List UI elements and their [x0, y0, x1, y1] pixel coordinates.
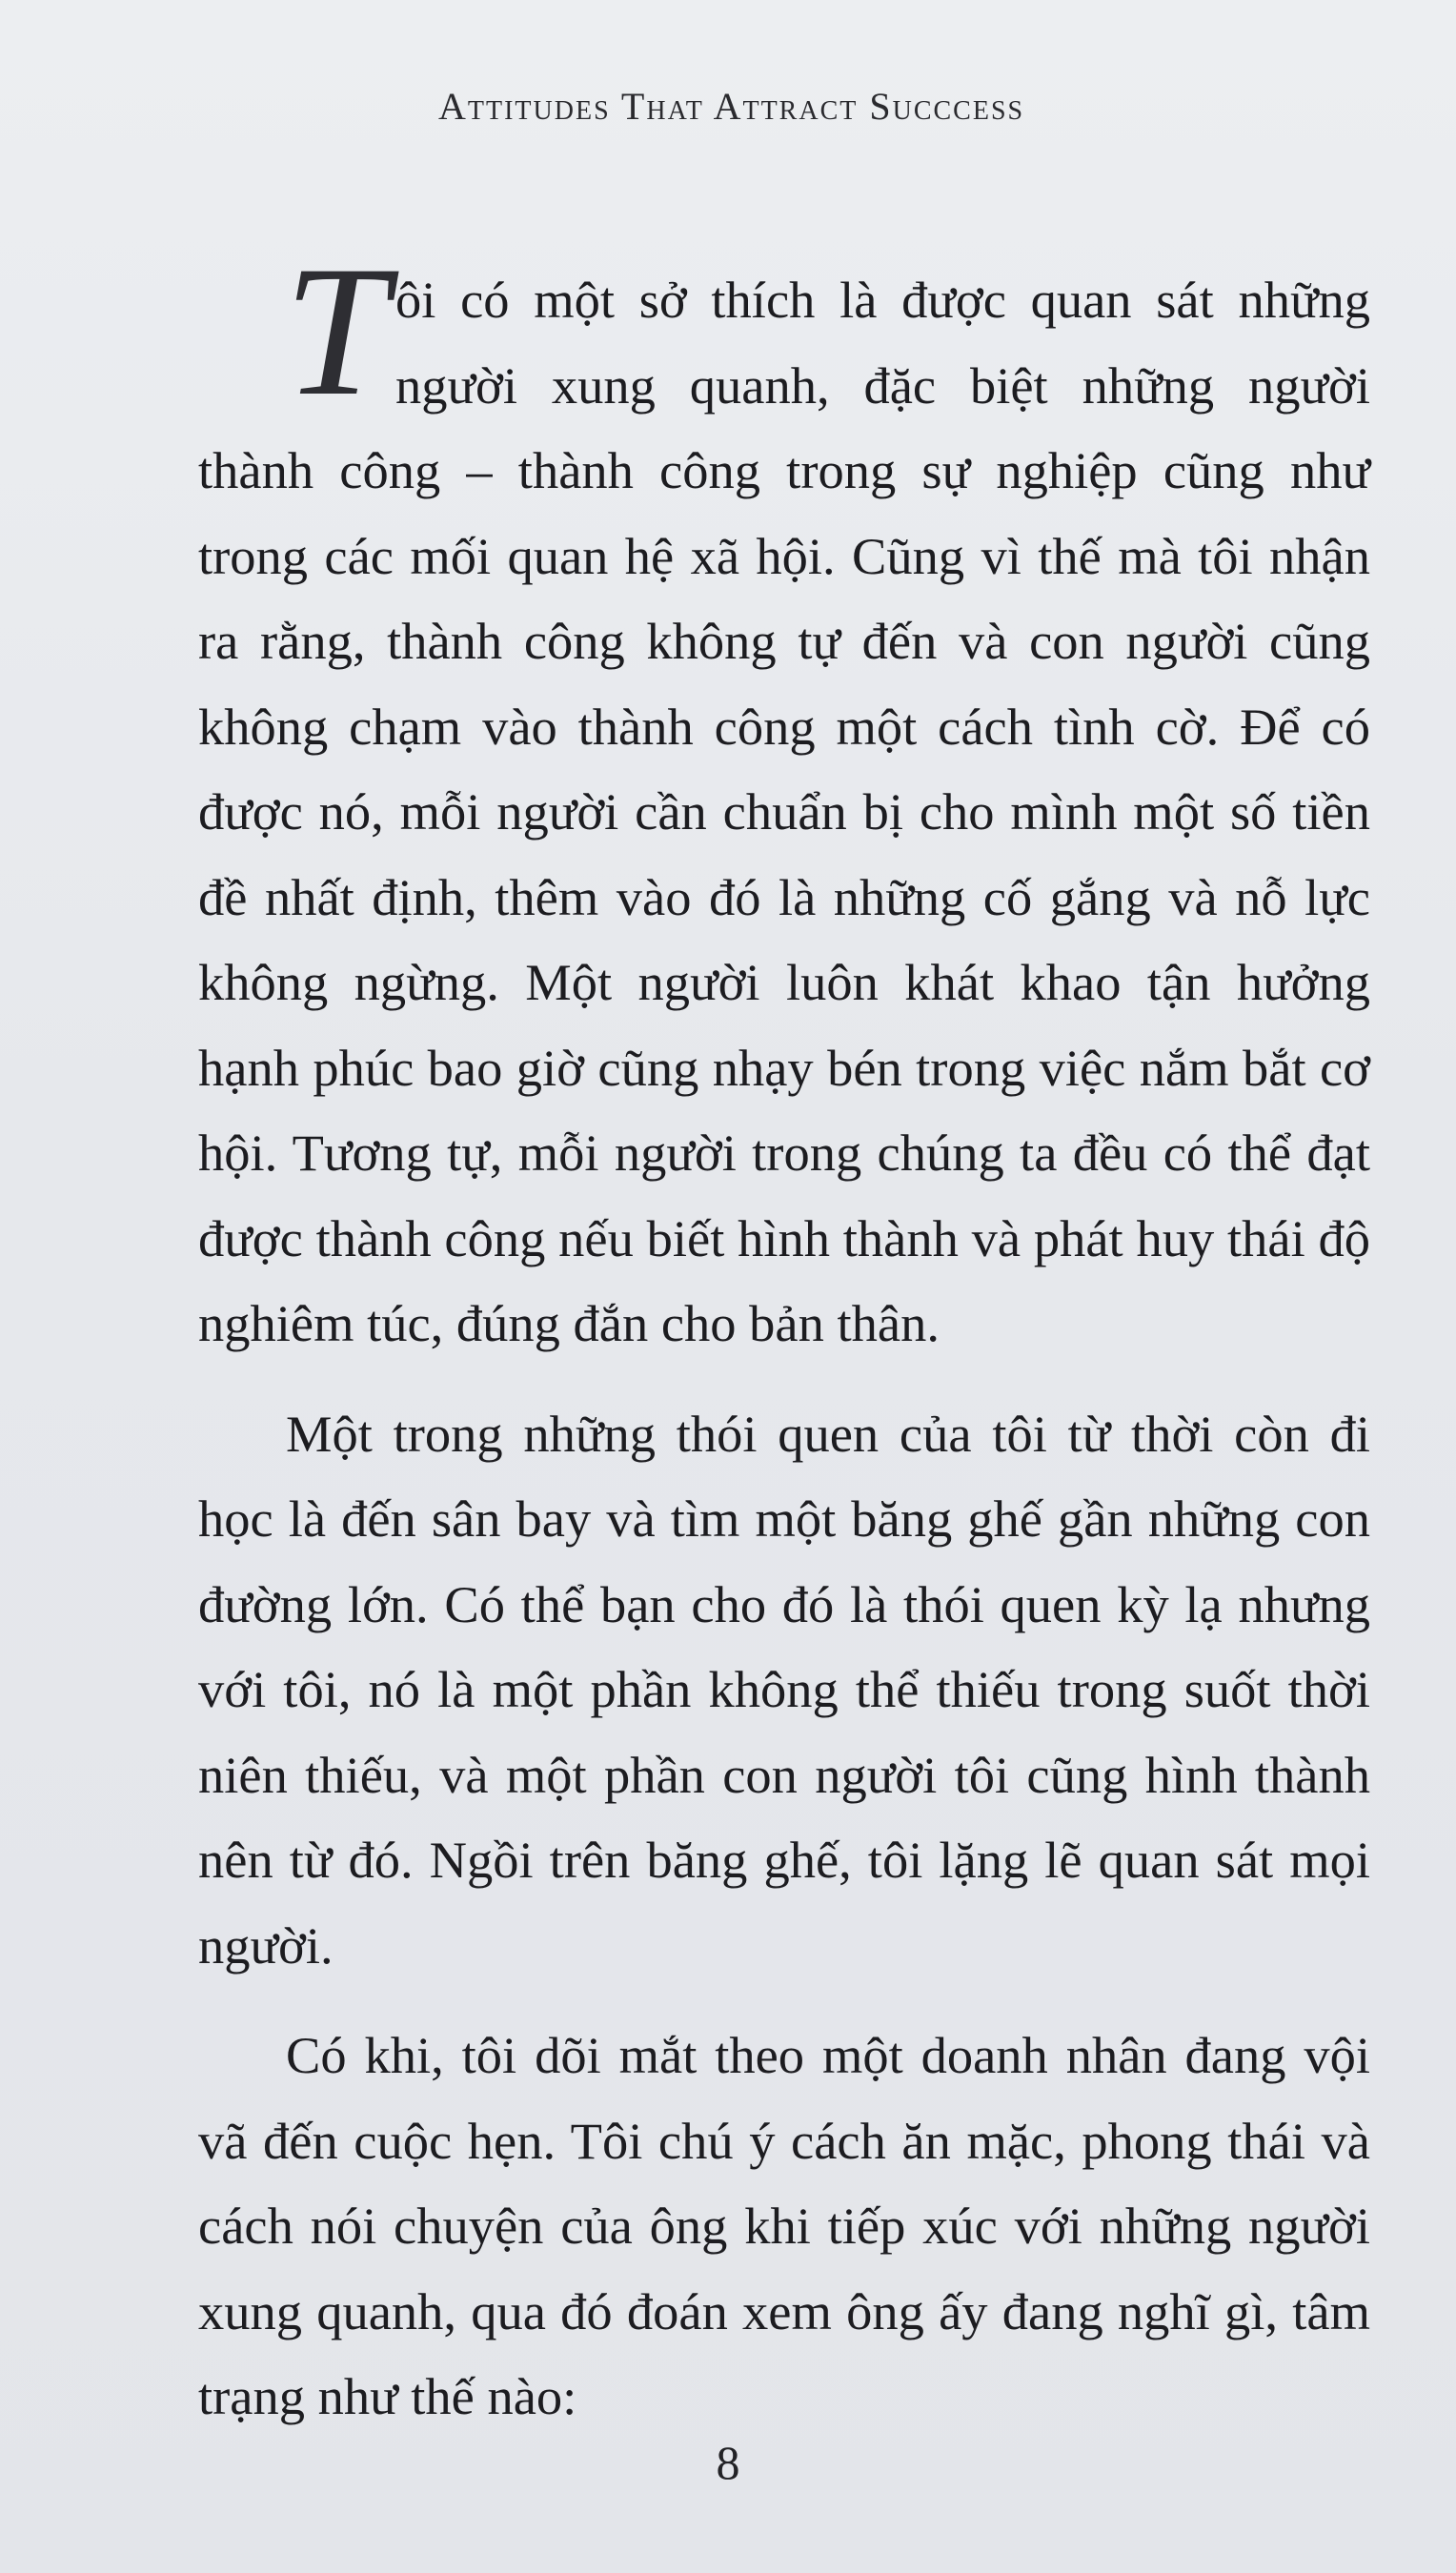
page-number: 8 [716, 2436, 740, 2489]
drop-cap: T [284, 228, 389, 435]
paragraph-2: Một trong những thói quen của tôi từ thời còn đi học là đến sân bay và tìm một băng ghế gần những con đường lớn. Có thể bạn cho đó là thói quen kỳ lạ nhưng với tôi, nó là một phần không thể thiếu trong suốt thời niên thiếu, và một phần con người tôi cũng hình thành nên từ đó. Ngồi trên băng ghế, tôi lặng lẽ quan sát mọi người. [198, 1404, 1370, 1975]
running-head: Attitudes That Attract Succcess [438, 85, 1025, 128]
paragraph-1 [198, 228, 1370, 1367]
paragraph-3: Có khi, tôi dõi mắt theo một doanh nhân đang vội vã đến cuộc hẹn. Tôi chú ý cách ăn mặc, phong thái và cách nói chuyện của ông khi tiếp xúc với những người xung quanh, qua đó đoán xem ông ấy đang nghĩ gì, tâm trạng như thế nào: [198, 2026, 1370, 2425]
body-text [198, 228, 1370, 2440]
paragraph-1-text: ôi có một sở thích là được quan sát những người xung quanh, đặc biệt những người thành công – thành công trong sự nghiệp cũng như trong các mối quan hệ xã hội. Cũng vì thế mà tôi nhận ra rằng, thành công không tự đến và con người cũng không chạm vào thành công một cách tình cờ. Để có được nó, mỗi người cần chuẩn bị cho mình một số tiền đề nhất định, thêm vào đó là những cố gắng và nỗ lực không ngừng. Một người luôn khát khao tận hưởng hạnh phúc bao giờ cũng nhạy bén trong việc nắm bắt cơ hội. Tương tự, mỗi người trong chúng ta đều có thể đạt được thành công nếu biết hình thành và phát huy thái độ nghiêm túc, đúng đắn cho bản thân. [198, 271, 1370, 1352]
